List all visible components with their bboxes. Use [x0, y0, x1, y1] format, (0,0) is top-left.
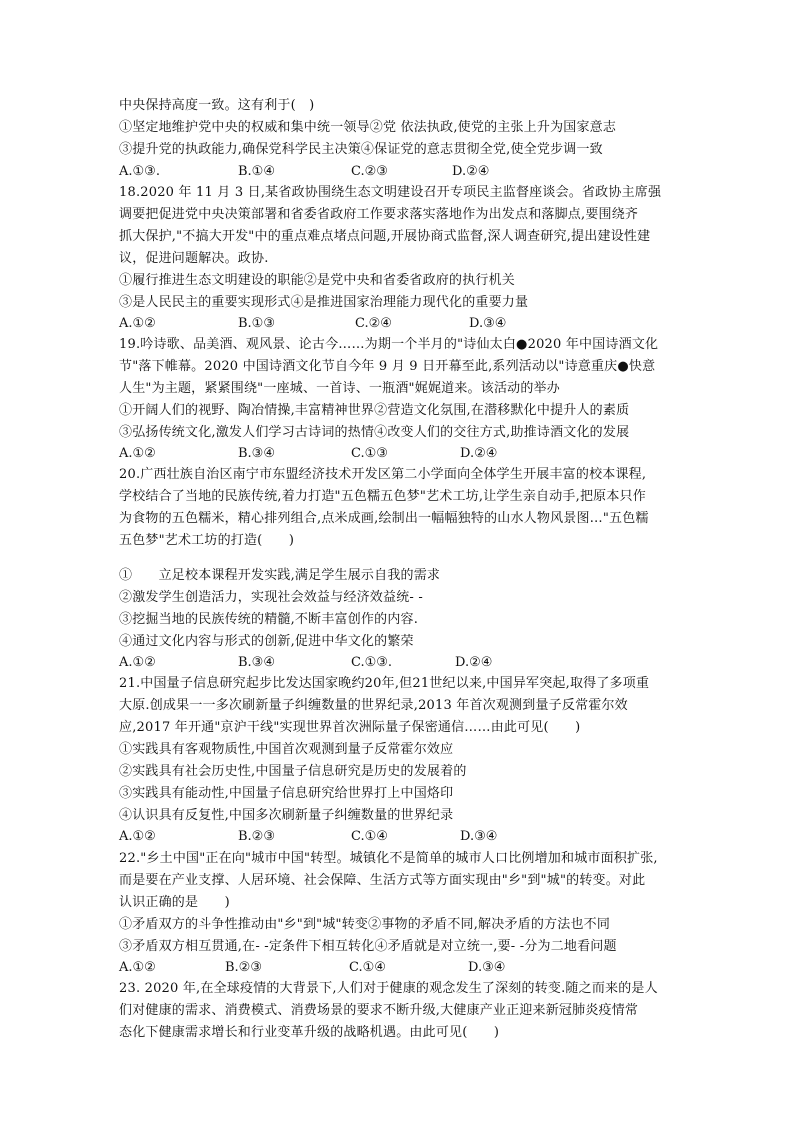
q21-option-a: A.①②: [119, 829, 156, 844]
q19-item-1: ①开阔人们的视野、陶冶情操,丰富精神世界②营造文化氛围,在潜移默化中提升人的素质: [119, 403, 630, 418]
q19-option-b: B.③④: [238, 446, 275, 461]
q22-stem-3: 认识正确的是 ): [119, 895, 230, 910]
q18-stem-3: 抓大保护,"不搞大开发"中的重点难点堵点问题,开展协商式监督,深人调查研究,提出建设性建: [119, 229, 651, 244]
q17-option-c: C.②③: [351, 164, 388, 179]
q21-option-c: C.①④: [351, 829, 388, 844]
q18-item-2: ③是人民民主的重要实现形式④是推进国家治理能力现代化的重要力量: [119, 295, 529, 310]
q17-option-b: B.①④: [238, 164, 275, 179]
q18-option-c: C.②④: [355, 316, 392, 331]
q21-item-1: ①实践具有客观物质性,中国首次观测到量子反常霍尔效应: [119, 742, 454, 757]
q19-item-2: ③弘扬传统文化,激发人们学习古诗词的热情④改变人们的交往方式,助推诗酒文化的发展: [119, 425, 630, 440]
q17-option-d: D.②④: [452, 164, 490, 179]
q21-stem-1: 21.中国量子信息研究起步比发达国家晚约20年,但21世纪以来,中国异军突起,取得了多项重: [119, 676, 650, 691]
q20-stem-3: 为食物的五色糯米，精心排列组合,点米成画,绘制出一幅幅独特的山水人物风景图…"五色糯: [119, 511, 649, 526]
q21-stem-3: 应,2017 年开通"京沪干线"实现世界首次洲际量子保密通信……由此可见( ): [119, 720, 581, 735]
q20-option-d: D.②④: [455, 655, 493, 670]
q18-option-b: B.①③: [238, 316, 275, 331]
q19-stem-1: 19.吟诗歌、品美酒、观风景、论古今……为期一个半月的"诗仙太白●2020 年中国诗酒文化: [119, 337, 659, 352]
q20-item-4: ④通过文化内容与形式的创新,促进中华文化的繁荣: [119, 634, 414, 649]
q17-option-a: A.①③.: [119, 164, 160, 179]
q18-option-d: D.③④: [469, 316, 507, 331]
q19-stem-2: 节"落下帷幕。2020 中国诗酒文化节自今年 9 月 9 日开幕至此,系列活动以"诗意重庆●快意: [119, 359, 656, 374]
q17-stem-tail: 中央保持高度一致。这有利于( ): [119, 98, 315, 113]
q21-option-d: D.③④: [460, 829, 498, 844]
q18-stem-4: 议，促进问题解决。政协.: [119, 251, 269, 266]
q22-option-d: D.③④: [468, 960, 506, 975]
q20-item-3: ③挖掘当地的民族传统的精髓,不断丰富创作的内容.: [119, 612, 419, 627]
q19-stem-3: 人生"为主题，紧紧围绕"一座城、一首诗、一瓶酒"娓娓道来。该活动的举办: [119, 381, 560, 396]
q22-item-1: ①矛盾双方的斗争性推动由"乡"到"城"转变②事物的矛盾不同,解决矛盾的方法也不同: [119, 917, 611, 932]
q18-stem-1: 18.2020 年 11 月 3 日,某省政协围绕生态文明建设召开专项民主监督座谈会。省政协主席强: [119, 185, 662, 200]
q17-item-2: ③提升党的执政能力,确保党科学民主决策④保证党的意志贯彻全党,使全党步调一致: [119, 142, 603, 157]
q20-item-1: ① 立足校本课程开发实践,满足学生展示自我的需求: [119, 568, 441, 583]
q20-option-a: A.①②: [119, 655, 156, 670]
q22-stem-1: 22."乡土中国"正在向"城市中国"转型。城镇化不是简单的城市人口比例增加和城市面积扩张,: [119, 851, 658, 866]
q21-item-4: ④认识具有反复性,中国多次刷新量子纠缠数量的世界纪录: [119, 808, 454, 823]
q20-stem-4: 五色梦"艺术工坊的打造( ): [119, 533, 295, 548]
q23-stem-2: 们对健康的需求、消费模式、消费场景的要求不断升级,大健康产业正迎来新冠肺炎疫情常: [119, 1003, 639, 1018]
q21-item-2: ②实践具有社会历史性,中国量子信息研究是历史的发展着的: [119, 764, 467, 779]
q21-item-3: ③实践具有能动性,中国量子信息研究给世界打上中国烙印: [119, 786, 454, 801]
q23-stem-1: 23. 2020 年,在全球疫情的大背景下,人们对于健康的观念发生了深刻的转变.随之而来的是人: [119, 981, 658, 996]
q19-option-a: A.①②: [119, 446, 156, 461]
q20-stem-2: 学校结合了当地的民族传统,着力打造"五色糯五色梦"艺术工坊,让学生亲自动手,把原本只作: [119, 489, 646, 504]
q18-option-a: A.①②: [119, 316, 156, 331]
q22-item-2: ③矛盾双方相互贯通,在- -定条件下相互转化④矛盾就是对立统一,要- -分为二地看问题: [119, 939, 617, 954]
q21-option-b: B.②③: [238, 829, 275, 844]
q18-stem-2: 调要把促进党中央决策部署和省委省政府工作要求落实落地作为出发点和落脚点,要围绕齐: [119, 207, 639, 222]
q22-option-b: B.②③: [225, 960, 262, 975]
q19-option-d: D.②④: [460, 446, 498, 461]
q20-stem-1: 20.广西壮族自治区南宁市东盟经济技术开发区第二小学面向全体学生开展丰富的校本课程,: [119, 467, 647, 482]
q20-item-2: ②激发学生创造活力，实现社会效益与经济效益统- -: [119, 590, 423, 605]
q22-option-a: A.①②: [119, 960, 156, 975]
q17-item-1: ①坚定地维护党中央的权威和集中统一领导②党 依法执政,使党的主张上升为国家意志: [119, 120, 617, 135]
q20-option-c: C.①③.: [351, 655, 393, 670]
q19-option-c: C.①③: [351, 446, 388, 461]
q22-stem-2: 而是要在产业支撑、人居环境、社会保障、生活方式等方面实现由"乡"到"城"的转变。对此: [119, 873, 646, 888]
q18-item-1: ①履行推进生态文明建设的职能②是党中央和省委省政府的执行机关: [119, 273, 516, 288]
q23-stem-3: 态化下健康需求增长和行业变革升级的战略机遇。由此可见( ): [119, 1025, 500, 1040]
q20-option-b: B.③④: [238, 655, 275, 670]
q22-option-c: C.①④: [349, 960, 386, 975]
q21-stem-2: 大原.创成果一一多次刷新量子纠缠数量的世界纪录,2013 年首次观测到量子反常霍尔效: [119, 698, 628, 713]
